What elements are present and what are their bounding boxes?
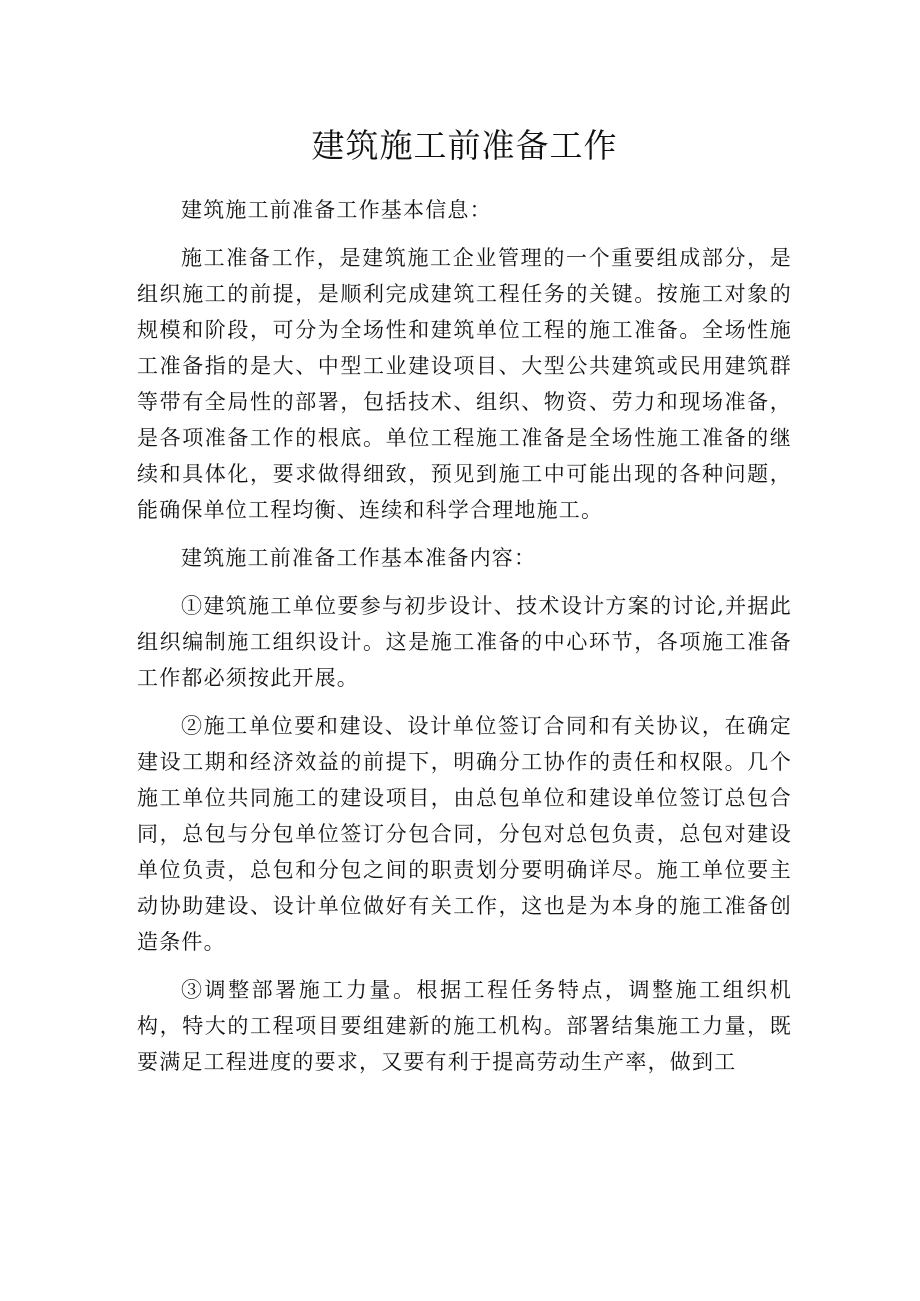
paragraph-item-1: ①建筑施工单位要参与初步设计、技术设计方案的讨论,并据此组织编制施工组织设计。这是施工准备的中心环节，各项施工准备工作都必须按此开展。 — [137, 594, 792, 690]
paragraph-item-2: ②施工单位要和建设、设计单位签订合同和有关协议，在确定建设工期和经济效益的前提下，明确分工协作的责任和权限。几个施工单位共同施工的建设项目，由总包单位和建设单位签订总包合同，总包与分包单位签订分包合同，分包对总包负责，总包对建设单位负责，总包和分包之间的职责划分要明确详尽。施工单位要主动协助建设、设计单位做好有关工作，这也是为本身的施工准备创造条件。 — [137, 714, 792, 954]
paragraph-item-3: ③调整部署施工力量。根据工程任务特点，调整施工组织机构，特大的工程项目要组建新的施工机构。部署结集施工力量，既要满足工程进度的要求，又要有利于提高劳动生产率，做到工 — [137, 978, 792, 1074]
document-page — [137, 0, 792, 1092]
document-title: 建筑施工前准备工作 — [311, 126, 618, 165]
paragraph-basic-info-heading: 建筑施工前准备工作基本信息： — [181, 198, 492, 222]
document-body — [137, 192, 792, 1080]
paragraph-preparation-heading: 建筑施工前准备工作基本准备内容： — [181, 546, 537, 570]
paragraph-basic-info: 施工准备工作，是建筑施工企业管理的一个重要组成部分，是组织施工的前提，是顺利完成建筑工程任务的关键。按施工对象的规模和阶段，可分为全场性和建筑单位工程的施工准备。全场性施工准备指的是大、中型工业建设项目、大型公共建筑或民用建筑群等带有全局性的部署，包括技术、组织、物资、劳力和现场准备，是各项准备工作的根底。单位工程施工准备是全场性施工准备的继续和具体化，要求做得细致，预见到施工中可能出现的各种问题，能确保单位工程均衡、连续和科学合理地施工。 — [137, 246, 792, 522]
